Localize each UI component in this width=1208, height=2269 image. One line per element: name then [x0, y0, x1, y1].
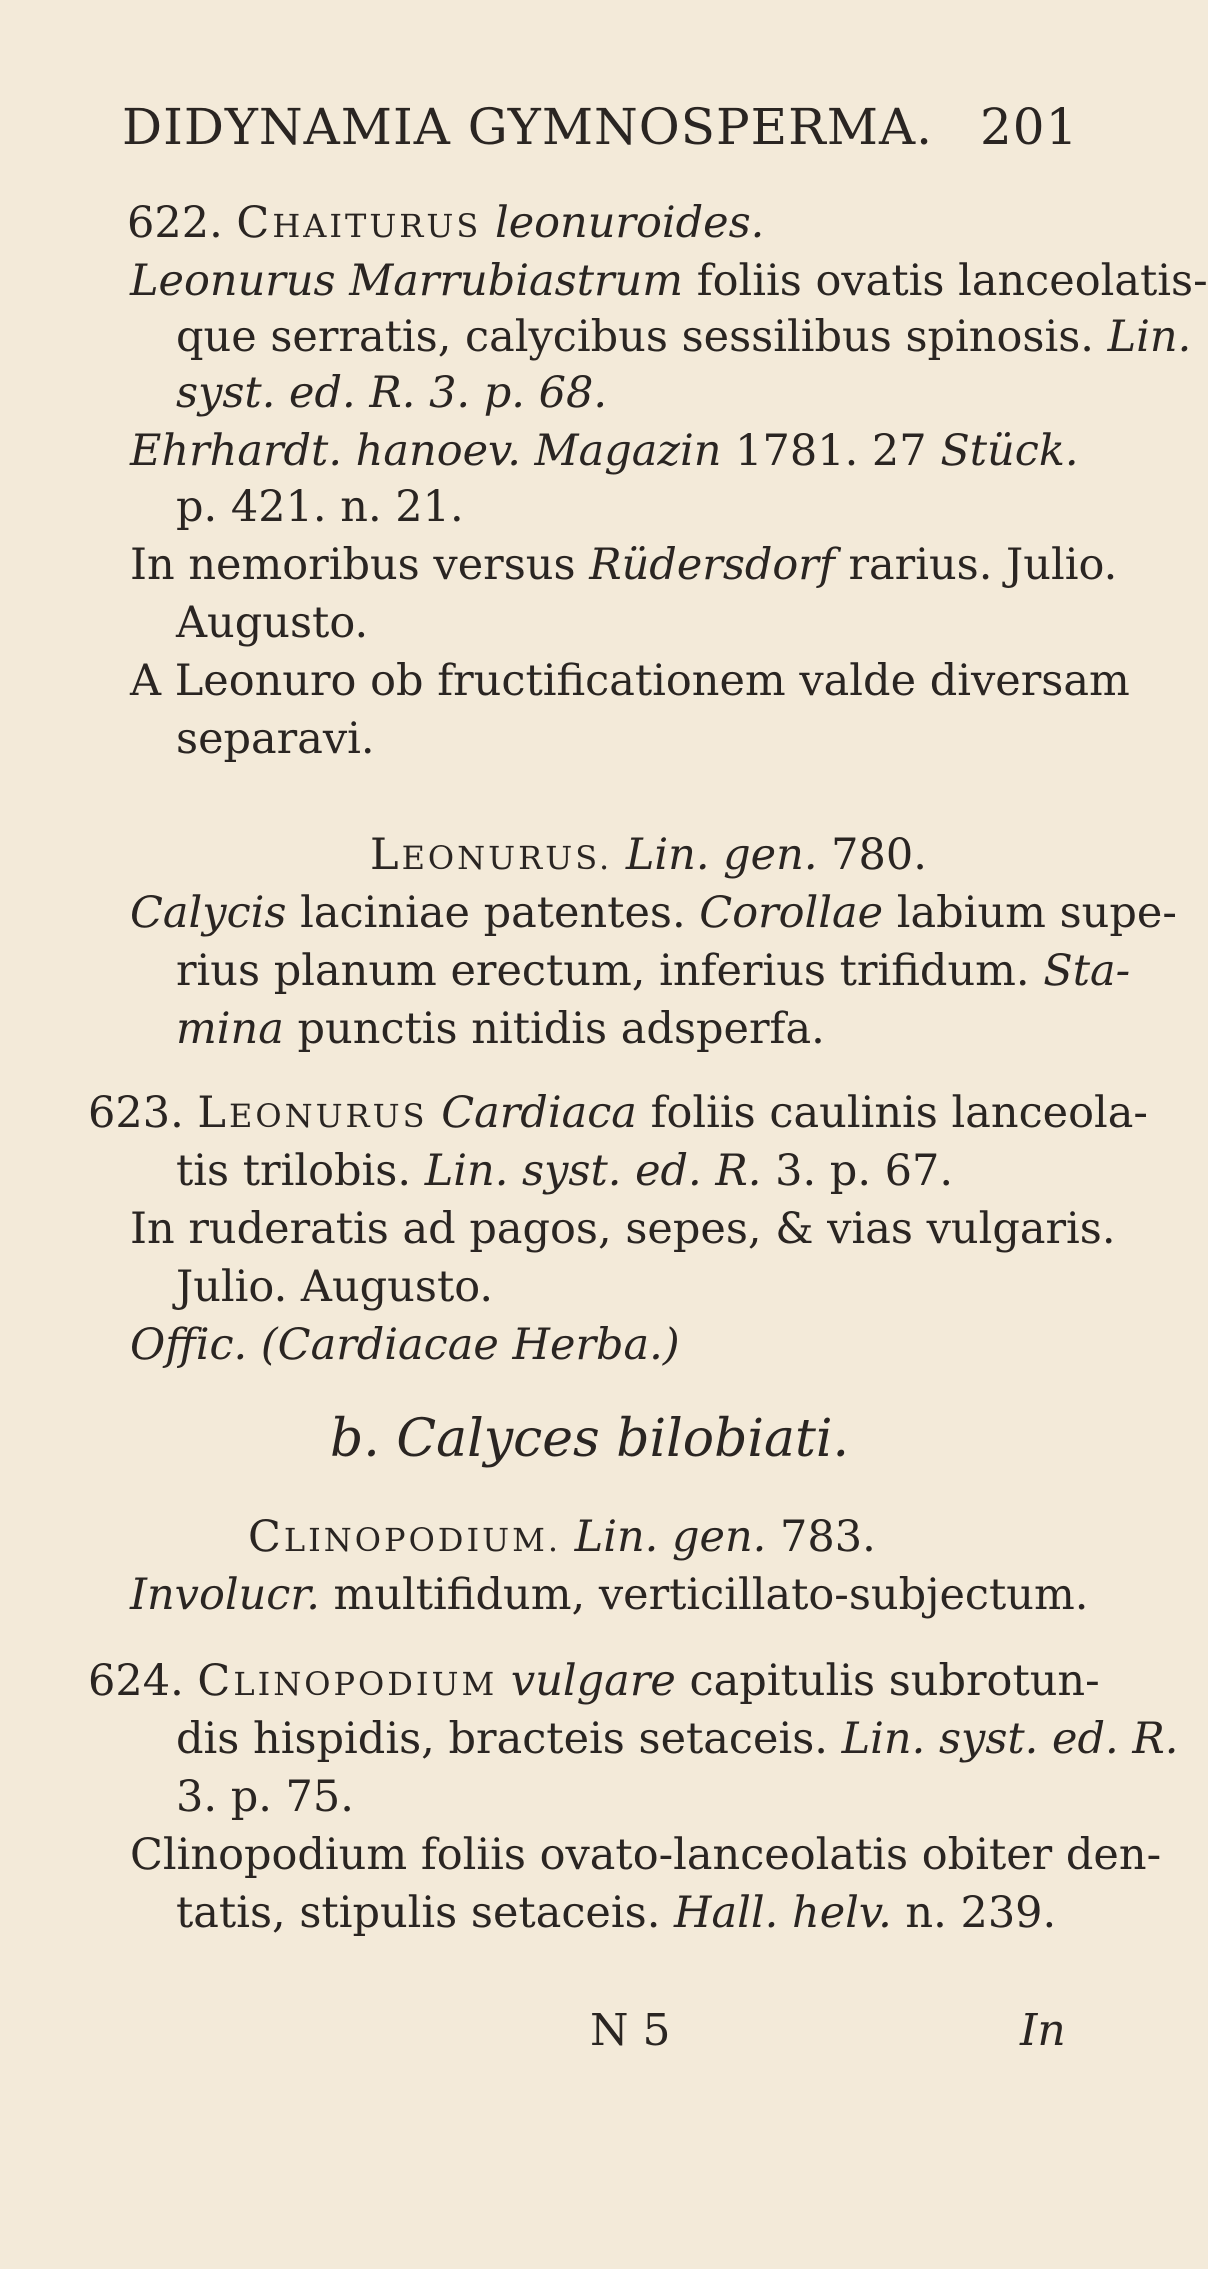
entry-624-line-5: tatis, stipulis setaceis. Hall. helv. n. 239. — [176, 1888, 1057, 1938]
clinopodium-char-line-1: Involucr. multifidum, verticillato-subjectum. — [130, 1570, 1089, 1620]
species-name: leonuroides. — [494, 198, 765, 248]
genus-leonurus-heading: LEONURUS. Lin. gen. 780. — [370, 830, 927, 880]
species-name: Cardiaca — [441, 1088, 637, 1138]
running-title: DIDYNAMIA GYMNOSPERMA. — [122, 98, 933, 156]
entry-624-heading: 624. CLINOPODIUM vulgare capitulis subrotun- — [88, 1656, 1100, 1706]
genus-name: LEONURUS — [197, 1088, 428, 1138]
entry-623-line-4: Julio. Augusto. — [176, 1262, 494, 1312]
genus-name: CLINOPODIUM — [197, 1656, 498, 1706]
entry-624-line-2: dis hispidis, bracteis setaceis. Lin. syst. ed. R. — [176, 1714, 1179, 1764]
entry-623-heading: 623. LEONURUS Cardiaca foliis caulinis lanceola- — [88, 1088, 1148, 1138]
genus-name: CHAITURUS — [236, 198, 482, 248]
entry-622-line-1: Leonurus Marrubiastrum foliis ovatis lanceolatis- — [130, 256, 1208, 306]
leonurus-char-line-2: rius planum erectum, inferius trifidum. Sta- — [176, 946, 1131, 996]
entry-number: 624. — [88, 1656, 184, 1706]
signature-mark: N 5 — [590, 2005, 671, 2056]
entry-622-line-5: p. 421. n. 21. — [176, 482, 464, 532]
entry-622-line-9: separavi. — [176, 714, 375, 764]
entry-624-line-3: 3. p. 75. — [176, 1772, 354, 1822]
entry-number: 623. — [88, 1088, 184, 1138]
entry-number: 622. — [127, 198, 223, 248]
catchword: In — [1020, 2005, 1066, 2056]
entry-623-line-3: In ruderatis ad pagos, sepes, & vias vulgaris. — [130, 1204, 1116, 1254]
entry-622-line-8: A Leonuro ob fructificationem valde diversam — [130, 656, 1130, 706]
entry-622-line-3: syst. ed. R. 3. p. 68. — [176, 368, 608, 418]
entry-622-line-7: Augusto. — [176, 598, 369, 648]
entry-624-line-4: Clinopodium foliis ovato-lanceolatis obiter den- — [130, 1830, 1162, 1880]
entry-623-line-2: tis trilobis. Lin. syst. ed. R. 3. p. 67. — [176, 1146, 954, 1196]
entry-622-line-2: que serratis, calycibus sessilibus spinosis. Lin. — [176, 312, 1192, 362]
entry-623-line-5: Offic. (Cardiacae Herba.) — [130, 1320, 680, 1370]
section-b-title: b. Calyces bilobiati. — [330, 1409, 850, 1469]
genus-name: LEONURUS. — [370, 830, 613, 880]
synonym: Leonurus Marrubiastrum — [130, 256, 684, 306]
entry-622-line-4: Ehrhardt. hanoev. Magazin 1781. 27 Stück. — [130, 426, 1079, 476]
entry-622-line-6: In nemoribus versus Rüdersdorf rarius. Julio. — [130, 540, 1118, 590]
genus-name: CLINOPODIUM. — [248, 1512, 561, 1562]
place-name: Rüdersdorf — [589, 540, 835, 590]
genus-clinopodium-heading: CLINOPODIUM. Lin. gen. 783. — [248, 1512, 876, 1562]
entry-622-heading — [127, 196, 764, 253]
species-name: vulgare — [510, 1656, 676, 1706]
leonurus-char-line-3: mina punctis nitidis adsperfa. — [176, 1004, 825, 1054]
page-number: 201 — [980, 98, 1079, 156]
leonurus-char-line-1: Calycis laciniae patentes. Corollae labium supe- — [130, 888, 1177, 938]
